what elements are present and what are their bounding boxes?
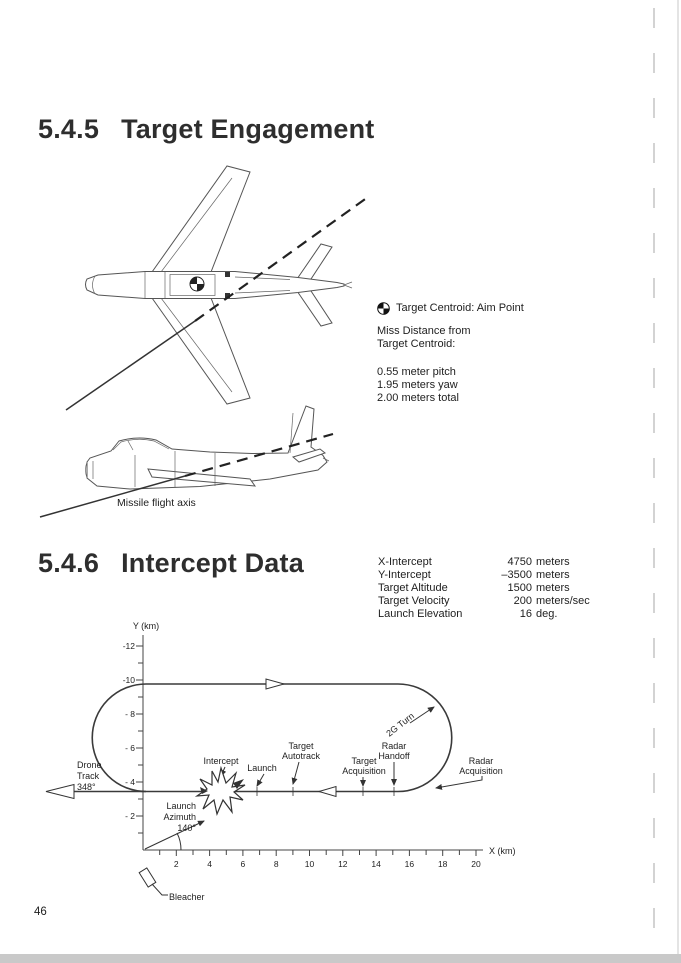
x-tick-label: 4 [207,859,212,869]
radar-acquisition-label: Acquisition [459,766,503,776]
x-tick-label: 18 [437,859,448,869]
intercept-label: Intercept [203,756,239,766]
row-value: 200 [513,595,532,607]
x-tick-label: 6 [240,859,246,869]
g-turn-label: 2G Turn [384,710,417,739]
row-value: 16 [519,608,532,620]
y-tick-label: - 4 [125,777,135,787]
section-546-title [38,548,304,579]
centroid-icon [377,302,390,315]
launch-azimuth-label: 140° [177,823,196,833]
y-tick-label: - 2 [125,811,135,821]
target-autotrack-label: Target [288,741,314,751]
y-tick-marks [136,646,143,833]
page-edge-dashes [653,8,655,952]
miss-heading-line1: Miss Distance from [377,325,471,337]
table-row [378,556,590,569]
y-tick-label: - 8 [125,709,135,719]
miss-value-total: 2.00 meters total [377,392,459,404]
drone-track-chart [30,615,550,915]
aircraft-plan-view-figure [40,155,400,420]
target-centroid-mark [190,277,204,291]
flight-axis-label: Missile flight axis [117,497,196,509]
row-unit: deg. [536,608,558,620]
row-value: 4750 [507,556,532,568]
bleacher-symbol [139,868,156,887]
drone-track-label: 348° [77,782,96,792]
miss-heading-line2: Target Centroid: [377,338,456,350]
drone-track-label: Drone [77,760,102,770]
row-unit: meters [536,569,570,581]
row-label: Launch Elevation [378,608,463,620]
radar-acquisition-label: Radar [468,756,494,766]
centroid-label: Target Centroid: Aim Point [396,302,524,314]
drone-track-label: Track [77,771,100,781]
section-545-heading: Target Engagement [121,114,375,144]
target-autotrack-label: Autotrack [281,751,321,761]
bleacher-label: Bleacher [169,892,205,902]
x-tick-label: 16 [404,859,415,869]
x-tick-label: 8 [273,859,279,869]
target-acquisition-label: Target [351,756,377,766]
row-unit: meters [536,556,570,568]
row-label: Y-Intercept [378,569,431,581]
launch-azimuth-label: Launch [166,801,196,811]
x-axis-label: X (km) [489,846,516,856]
x-tick-label: 12 [338,859,348,869]
section-546-heading: Intercept Data [121,548,304,578]
page-number: 46 [34,906,47,918]
track-arrow-right [266,679,284,689]
plan-stab-upper [297,244,332,279]
section-546-number: 5.4.6 [38,548,100,578]
miss-distance-block [377,302,524,405]
x-tick-label: 2 [173,859,179,869]
x-tick-label: 14 [371,859,381,869]
miss-value-yaw: 1.95 meters yaw [377,379,458,391]
plan-stab-lower [297,291,332,326]
azimuth-angle-arc [177,833,181,850]
section-545-title [38,114,375,145]
x-tick-label: 10 [304,859,315,869]
section-545-number: 5.4.5 [38,114,100,144]
page-edge-line [677,0,679,963]
row-label: Target Velocity [378,595,450,607]
g-turn-arrow [410,707,434,723]
drone-racetrack [92,684,452,792]
row-value: –3500 [501,569,532,581]
table-row [378,582,590,595]
intercept-data-table [378,556,590,621]
row-label: Target Altitude [378,582,448,594]
row-unit: meters [536,582,570,594]
page-bottom-edge [0,954,681,963]
row-unit: meters/sec [536,595,590,607]
miss-value-pitch: 0.55 meter pitch [377,366,456,378]
row-value: 1500 [507,582,532,594]
launch-arrow [257,774,264,786]
y-tick-label: - 6 [125,743,135,753]
launch-label: Launch [247,763,277,773]
radar-handoff-label: Radar [381,741,407,751]
y-tick-label: -10 [122,675,135,685]
target-acquisition-label: Acquisition [342,766,386,776]
launch-azimuth-label: Azimuth [163,812,196,822]
table-row [378,569,590,582]
radar-acquisition-arrow [436,776,482,788]
row-label: X-Intercept [378,556,432,568]
track-arrow-left [319,787,336,797]
exit-arrowhead [46,785,74,799]
x-tick-marks [160,850,476,856]
table-row [378,595,590,608]
bleacher-leader [152,884,168,895]
x-tick-label: 20 [471,859,481,869]
y-axis-label: Y (km) [132,621,160,631]
radar-handoff-label: Handoff [378,751,410,761]
y-tick-label: -12 [122,641,135,651]
autotrack-arrow [293,762,299,784]
